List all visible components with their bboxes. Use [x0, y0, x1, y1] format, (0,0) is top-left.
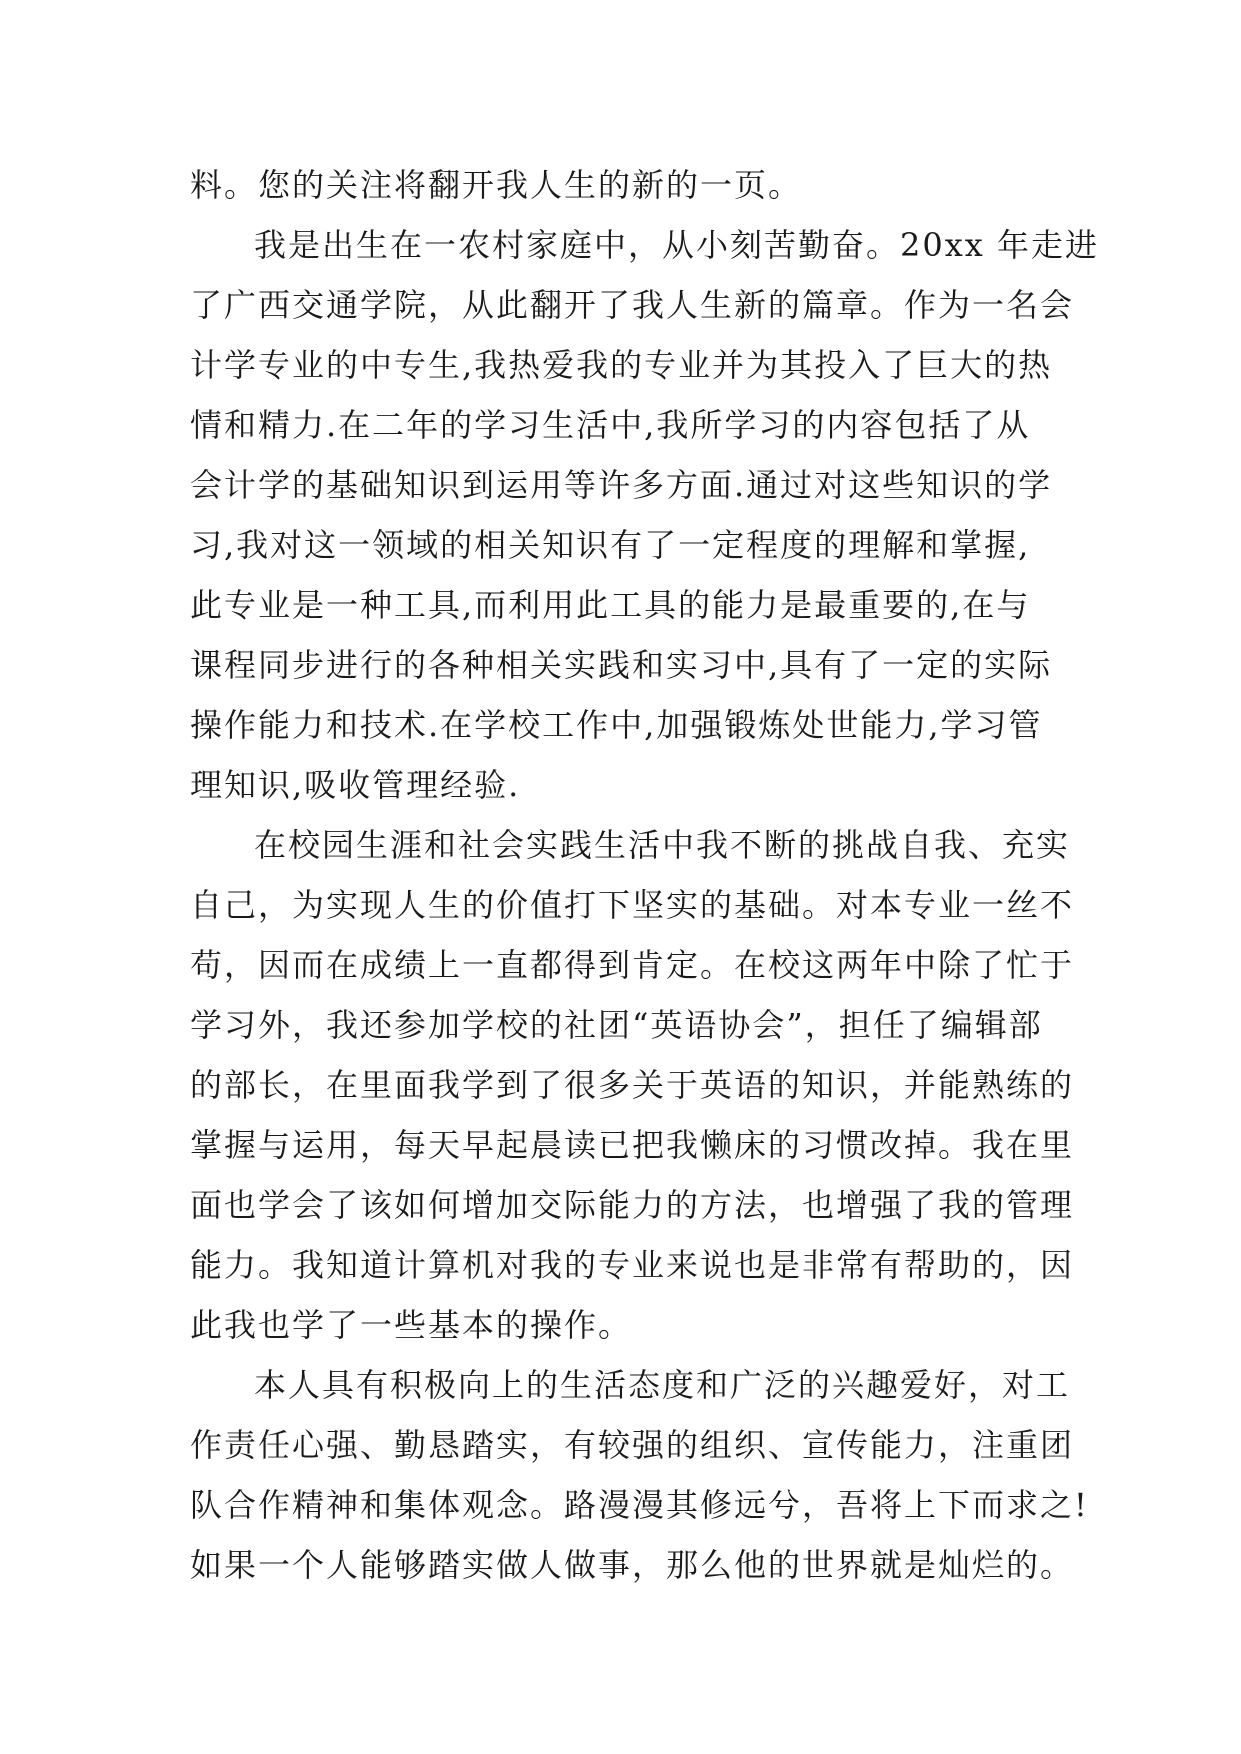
- text-line: 本人具有积极向上的生活态度和广泛的兴趣爱好，对工: [254, 1366, 1071, 1404]
- text-line: 我是出生在一农村家庭中，从小刻苦勤奋。20xx 年走进: [254, 226, 1099, 264]
- text-line: 掌握与运用，每天早起晨读已把我懒床的习惯改掉。我在里: [190, 1126, 1075, 1164]
- text-line: 面也学会了该如何增加交际能力的方法，也增强了我的管理: [190, 1186, 1075, 1224]
- text-line: 理知识,吸收管理经验.: [190, 766, 521, 804]
- text-line: 的部长，在里面我学到了很多关于英语的知识，并能熟练的: [190, 1066, 1075, 1104]
- paragraph-3: [190, 815, 1075, 1355]
- text-line: 能力。我知道计算机对我的专业来说也是非常有帮助的，因: [190, 1246, 1075, 1284]
- text-line: 此我也学了一些基本的操作。: [190, 1306, 633, 1344]
- text-line: 习,我对这一领域的相关知识有了一定程度的理解和掌握,: [190, 526, 1031, 564]
- text-line: 在校园生涯和社会实践生活中我不断的挑战自我、充实: [254, 826, 1071, 864]
- paragraph-1: [190, 155, 1070, 215]
- paragraph-4: [190, 1355, 1089, 1595]
- document-body: [190, 155, 1099, 1595]
- text-line: 苟，因而在成绩上一直都得到肯定。在校这两年中除了忙于: [190, 946, 1075, 984]
- text-line: 计学专业的中专生,我热爱我的专业并为其投入了巨大的热: [190, 346, 1053, 384]
- paragraph-2: [190, 215, 1099, 815]
- text-line: 作责任心强、勤恳踏实，有较强的组织、宣传能力，注重团: [190, 1426, 1075, 1464]
- text-line: 课程同步进行的各种相关实践和实习中,具有了一定的实际: [190, 646, 1053, 684]
- text-line: 队合作精神和集体观念。路漫漫其修远兮，吾将上下而求之!: [190, 1486, 1089, 1524]
- text-line: 情和精力.在二年的学习生活中,我所学习的内容包括了从: [190, 406, 1031, 444]
- text-line: 如果一个人能够踏实做人做事，那么他的世界就是灿烂的。: [190, 1546, 1075, 1584]
- text-line: 学习外，我还参加学校的社团“英语协会”，担任了编辑部: [190, 1006, 1043, 1044]
- text-line: 操作能力和技术.在学校工作中,加强锻炼处世能力,学习管: [190, 706, 1043, 744]
- text-line: 自己，为实现人生的价值打下坚实的基础。对本专业一丝不: [190, 886, 1075, 924]
- text-line: 了广西交通学院，从此翻开了我人生新的篇章。作为一名会: [190, 286, 1075, 324]
- text-line: 会计学的基础知识到运用等许多方面.通过对这些知识的学: [190, 466, 1053, 504]
- text-line: 此专业是一种工具,而利用此工具的能力是最重要的,在与: [190, 586, 1031, 624]
- text-line: 料。您的关注将翻开我人生的新的一页。: [190, 166, 803, 204]
